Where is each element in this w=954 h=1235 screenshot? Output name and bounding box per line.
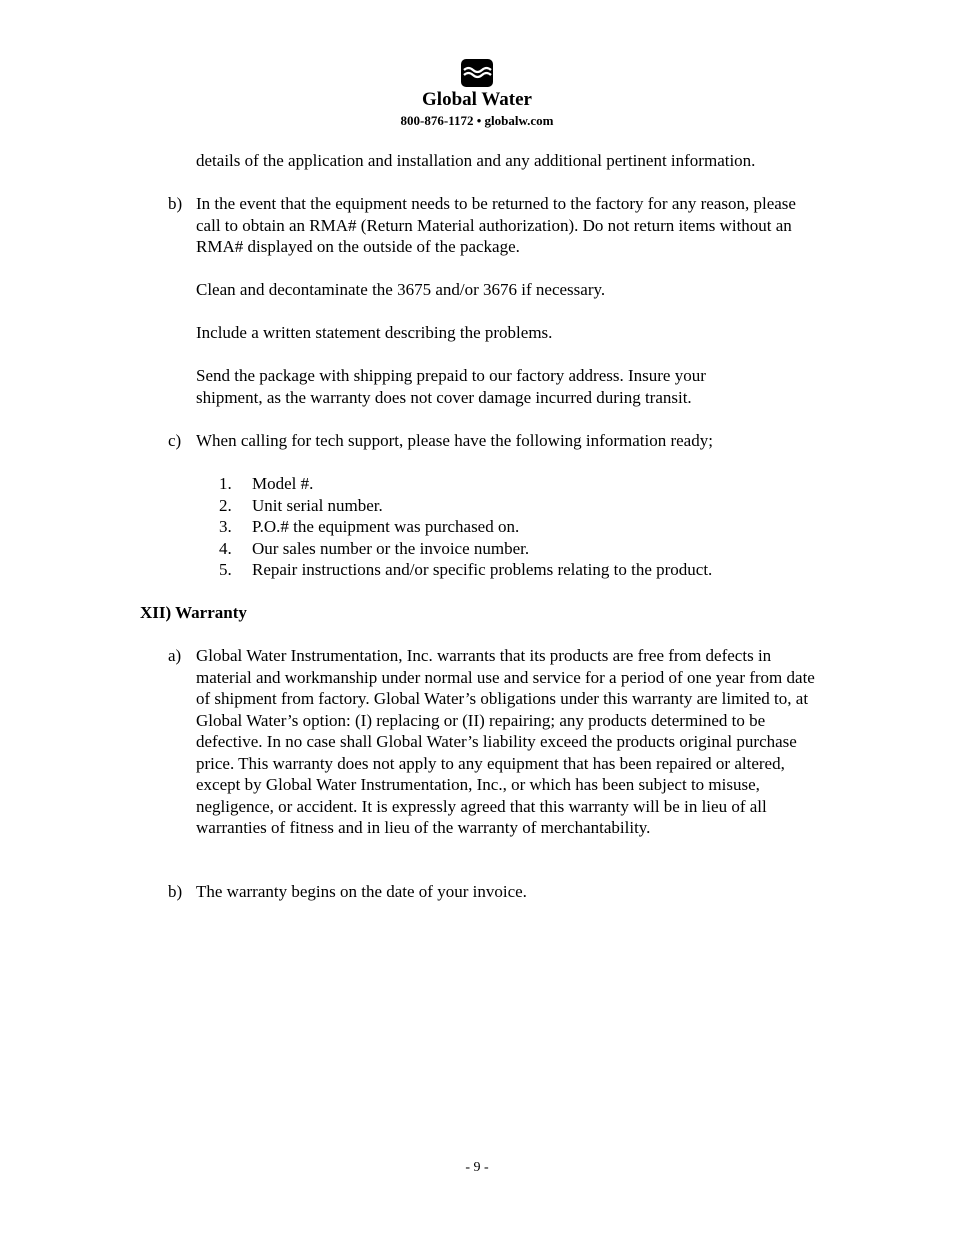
tech-support-intro: When calling for tech support, please have the following information ready; — [196, 431, 713, 450]
info-list — [252, 473, 832, 581]
list-item: Model #. — [252, 474, 314, 493]
list-number: 4. — [219, 538, 232, 558]
item-c-label: c) — [168, 431, 182, 450]
contact-info: 800-876-1172 • globalw.com — [400, 113, 554, 128]
water-waves-icon — [460, 58, 494, 88]
info-list-numbers — [219, 473, 232, 581]
warranty-a-label: a) — [168, 646, 182, 665]
warranty-start: The warranty begins on the date of your invoice. — [196, 882, 527, 901]
warranty-b-label: b) — [168, 882, 183, 901]
brand-name: Global Water — [422, 89, 532, 110]
list-item: Unit serial number. — [252, 495, 383, 515]
list-number: 1. — [219, 474, 232, 493]
warranty-terms: Global Water Instrumentation, Inc. warrants that its products are free from defects in material and workmanship under normal use and service for a period of one year from date of shipment from factory. Global Water’s obligations under this warranty are limited to, at Global Water’s option: (I) replacing or (II) repairing; any products determined to be defective. In no case shall Global Water’s liability exceed the products original purchase price. This warranty does not apply to any equipment that has been repaired or altered, except by Global Water Instrumentation, Inc., or which has been subject to misuse, negligence, or accident. It is expressly agreed that this warranty will be in lieu of all warranties of fitness and in lieu of the warranty of merchantability. — [196, 646, 815, 837]
list-number: 2. — [219, 495, 232, 515]
list-item: P.O.# the equipment was purchased on. — [252, 517, 520, 536]
return-instructions: In the event that the equipment needs to be returned to the factory for any reason, please call to obtain an RMA# (Return Material authorization). Do not return items without an RMA# displayed on the outside of the package. — [196, 194, 796, 256]
intro-continuation: details of the application and installation and any additional pertinent information. — [196, 151, 756, 170]
list-item: Repair instructions and/or specific problems relating to the product. — [252, 560, 713, 579]
list-item: Our sales number or the invoice number. — [252, 538, 530, 558]
page-number: - 9 - — [465, 1160, 489, 1175]
page-header — [0, 58, 954, 129]
list-number: 5. — [219, 560, 232, 579]
shipping-instructions: Send the package with shipping prepaid to our factory address. Insure your shipment, as the warranty does not cover damage incurred during transit. — [196, 366, 706, 407]
statement-instructions: Include a written statement describing the problems. — [196, 323, 553, 342]
clean-instructions: Clean and decontaminate the 3675 and/or 3676 if necessary. — [196, 280, 606, 299]
list-number: 3. — [219, 517, 232, 536]
item-b-label: b) — [168, 194, 183, 213]
warranty-heading: XII) Warranty — [140, 603, 247, 622]
